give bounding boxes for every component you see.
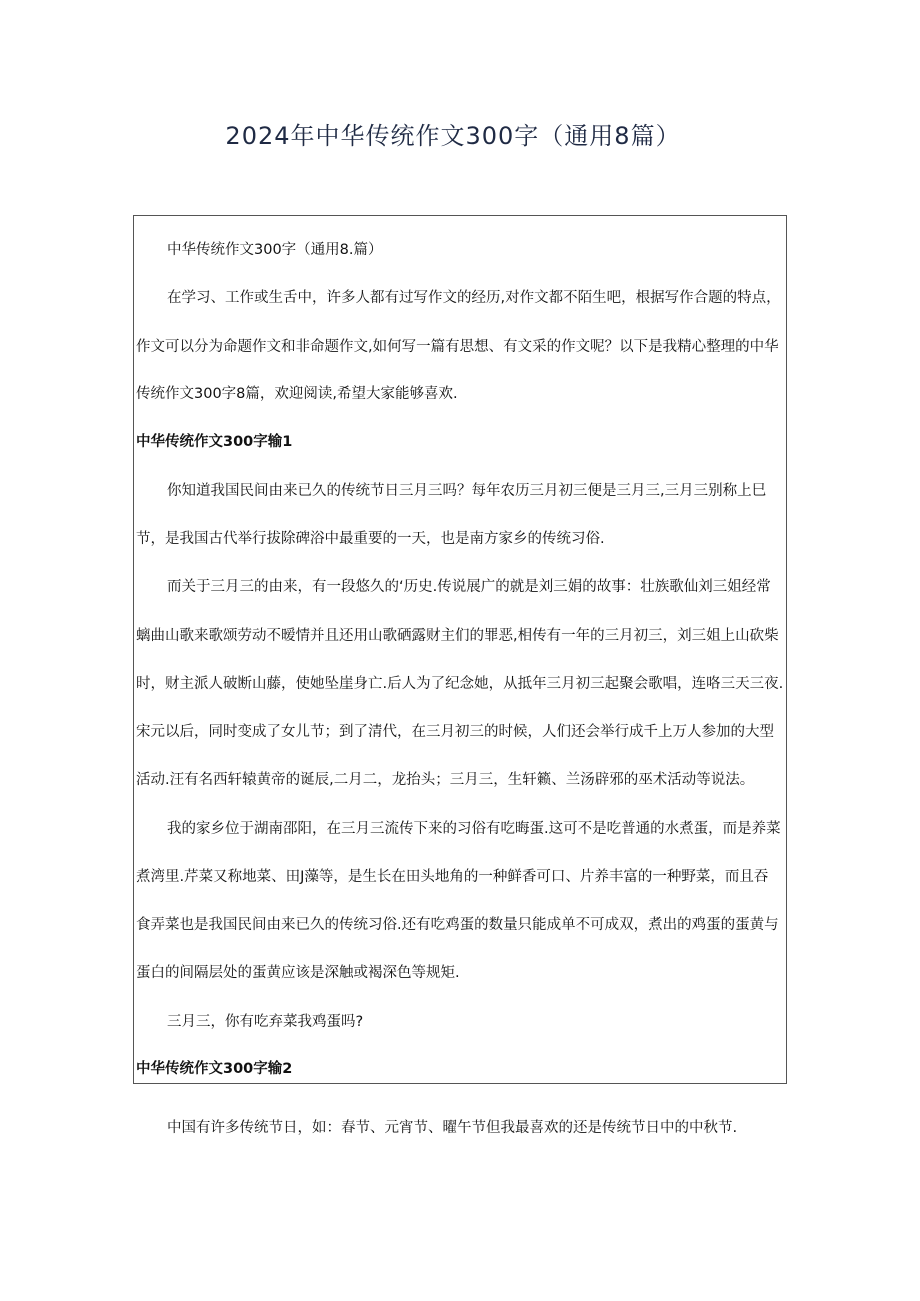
paragraph-line: 宋元以后，同时变成了女儿节；到了清代，在三月初三的时候，人们还会举行成千上万人参加的大型 (136, 724, 774, 740)
paragraph-line: 作文可以分为命题作文和非命题作文,如何写一篇有思想、有文采的作文呢？以下是我精心整理的中华 (136, 339, 779, 355)
paragraph-line: 螭曲山歌来歌颂劳动不暧情并且还用山歌硒露财主们的罪恶,相传有一年的三月初三，刘三姐上山砍柴 (136, 628, 779, 644)
paragraph-line: 食弄菜也是我国民间由来已久的传统习俗.还有吃鸡蛋的数量只能成单不可成双，煮出的鸡蛋的蛋黄与 (136, 917, 779, 933)
paragraph-line: 时，财主派人破断山藤，使她坠崖身亡.后人为了纪念她，从抵年三月初三起聚会歌唱，连咯三天三夜. (136, 676, 784, 692)
paragraph-line: 传统作文300字8篇，欢迎阅读,希望大家能够喜欢. (136, 386, 458, 402)
paragraph-line: 蛋白的间隔层处的蛋黄应该是深触或褐深色等规矩. (136, 965, 460, 981)
paragraph-line: 节，是我国古代举行拔除碑浴中最重要的一天，也是南方家乡的传统习俗. (136, 531, 605, 547)
paragraph-line: 我的家乡位于湖南邵阳，在三月三流传下来的习俗有吃晦蛋.这可不是吃普通的水煮蛋，而是养菜 (167, 821, 781, 837)
paragraph-line: 在学习、工作或生舌中，许多人都有过写作文的经历,对作文都不陌生吧，根据写作合题的特点， (167, 290, 781, 306)
section-heading: 中华传统作文300字输2 (136, 1061, 293, 1077)
paragraph-line: 而关于三月三的由来，有一段悠久的‘历史.传说展广的就是刘三娟的故事：壮族歌仙刘三姐经常 (167, 579, 771, 595)
section-heading: 中华传统作文300字输1 (136, 434, 293, 450)
paragraph-line: 活动.汪有名西轩辕黄帝的诞辰,二月二，龙抬头；三月三，生轩籁、兰汤辟邪的巫术活动等说法。 (136, 772, 755, 788)
paragraph-line: 中国有许多传统节日，如：春节、元宵节、曜午节但我最喜欢的还是传统节日中的中秋节. (167, 1120, 738, 1136)
paragraph-line: 三月三，你有吃弃菜我鸡蛋吗? (167, 1014, 364, 1030)
paragraph-line: 煮湾里.芹菜又称地菜、田J藻等，是生长在田头地角的一种鲜香可口、片养丰富的一种野菜，而且吞 (136, 869, 769, 885)
paragraph-line: 你知道我国民间由来已久的传统节日三月三吗？每年农历三月初三便是三月三,三月三别称上巳 (167, 483, 767, 499)
paragraph-line: 中华传统作文300字（通用8.篇） (167, 242, 383, 258)
page-title: 2024年中华传统作文300字（通用8篇） (225, 122, 681, 150)
